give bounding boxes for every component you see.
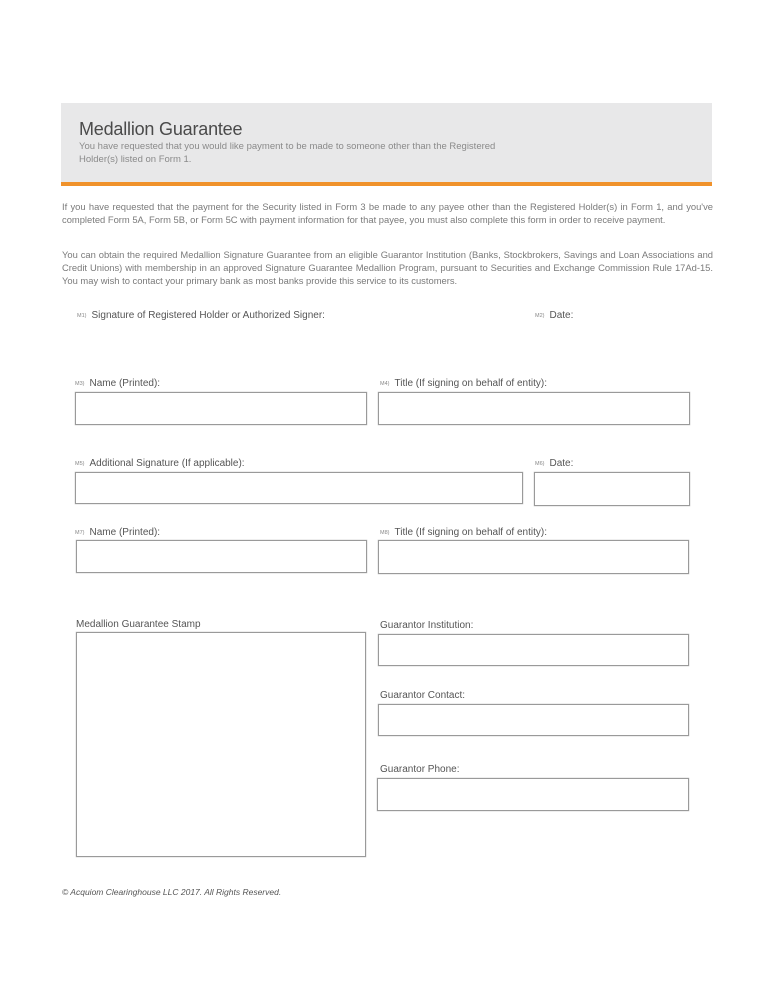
field-code: M1) [77,313,87,319]
additional-date-label [535,458,573,469]
field-label-text: Additional Signature (If applicable): [89,458,245,469]
guarantor-contact-label: Guarantor Contact: [380,690,466,701]
instructions-paragraph-1: If you have requested that the payment for the Security listed in Form 3 be made to any payee other than the Registered Holder(s) in Form 1, and you've completed Form 5A, Form 5B, or Form 5C with payment information for that payee, you must also complete this form in order to receive payment. [62,201,713,225]
guarantor-phone-label: Guarantor Phone: [380,764,460,775]
page-subtitle: You have requested that you would like payment to be made to someone other than the Registered Holder(s) listed on Form 1. [79,141,496,165]
field-code: M7) [75,530,85,536]
field-label-text: Date: [549,458,574,469]
date-field-label [535,310,573,321]
additional-signature-label [75,458,245,469]
medallion-stamp-area[interactable] [76,632,366,857]
name-printed-input[interactable] [75,392,367,425]
field-label-text: Name (Printed): [89,527,161,538]
field-code: M6) [535,461,545,467]
stamp-label: Medallion Guarantee Stamp [76,619,201,630]
title-label [380,378,547,389]
accent-divider [61,182,712,186]
field-code: M5) [75,461,85,467]
field-code: M4) [380,381,390,387]
form-header [61,103,712,183]
field-label-text: Name (Printed): [89,378,161,389]
field-label-text: Signature of Registered Holder or Authorized Signer: [91,310,325,321]
field-code: M3) [75,381,85,387]
guarantor-institution-input[interactable] [378,634,689,666]
name-printed-2-input[interactable] [76,540,367,573]
title-2-input[interactable] [378,540,689,574]
guarantor-contact-input[interactable] [378,704,689,736]
signature-area[interactable] [77,326,517,366]
field-code: M8) [380,530,390,536]
signature-field-label [77,310,325,321]
page-title: Medallion Guarantee [79,119,243,139]
name-printed-2-label [75,527,160,538]
title-input[interactable] [378,392,690,425]
additional-date-input[interactable] [534,472,690,506]
copyright-footer: © Acquiom Clearinghouse LLC 2017. All Rights Reserved. [62,887,282,897]
field-code: M2) [535,313,545,319]
name-printed-label [75,378,160,389]
instructions-paragraph-2: You can obtain the required Medallion Signature Guarantee from an eligible Guarantor Institution (Banks, Stockbrokers, Savings and Loan Associations and Credit Unions) with membership in an approved Signature Guarantee Medallion Program, pursuant to Securities and Exchange Commission Rule 17Ad-15. You may wish to contact your primary bank as most banks provide this service to its customers. [62,249,713,286]
field-label-text: Title (If signing on behalf of entity): [394,527,547,538]
guarantor-phone-input[interactable] [377,778,689,811]
field-label-text: Date: [549,310,574,321]
guarantor-institution-label: Guarantor Institution: [380,620,474,631]
field-label-text: Title (If signing on behalf of entity): [394,378,547,389]
title-2-label [380,527,547,538]
date-area[interactable] [535,326,690,366]
additional-signature-input[interactable] [75,472,523,504]
